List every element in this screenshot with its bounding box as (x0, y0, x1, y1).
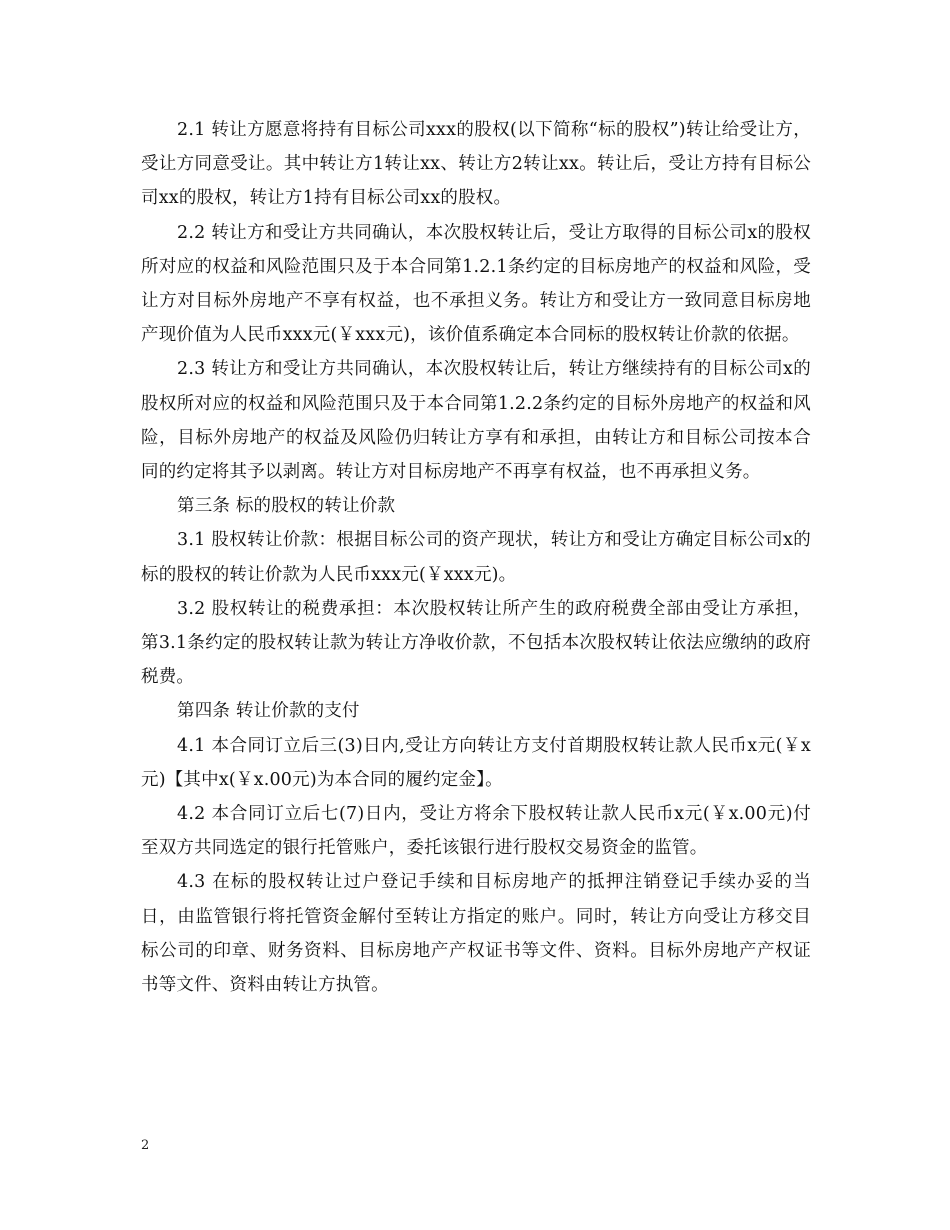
clause-2-3: 2.3 转让方和受让方共同确认，本次股权转让后，转让方继续持有的目标公司x的股权所对应的权益和风险范围只及于本合同第1.2.2条约定的目标外房地产的权益和风险，目标外房地产的权益及风险仍归转让方享有和承担，由转让方和目标公司按本合同的约定将其予以剥离。转让方对目标房地产不再享有权益，也不再承担义务。 (141, 359, 811, 483)
article-4-heading: 第四条 转让价款的支付 (177, 701, 360, 722)
clause-4-2: 4.2 本合同订立后七(7)日内，受让方将余下股权转让款人民币x元(￥x.00元)付至双方共同选定的银行托管账户，委托该银行进行股权交易资金的监管。 (141, 804, 811, 859)
clause-3-1: 3.1 股权转让价款：根据目标公司的资产现状，转让方和受让方确定目标公司x的标的股权的转让价款为人民币xxx元(￥xxx元)。 (141, 530, 811, 585)
clause-4-1: 4.1 本合同订立后三(3)日内,受让方向转让方支付首期股权转让款人民币x元(￥x元)【其中x(￥x.00元)为本合同的履约定金】。 (141, 735, 811, 790)
clause-2-1: 2.1 转让方愿意将持有目标公司xxx的股权(以下简称“标的股权”)转让给受让方，受让方同意受让。其中转让方1转让xx、转让方2转让xx。转让后，受让方持有目标公司xx的股权，转让方1持有目标公司xx的股权。 (141, 120, 811, 209)
page-number: 2 (141, 1138, 150, 1153)
clause-4-3: 4.3 在标的股权转让过户登记手续和目标房地产的抵押注销登记手续办妥的当日，由监管银行将托管资金解付至转让方指定的账户。同时，转让方向受让方移交目标公司的印章、财务资料、目标房地产产权证书等文件、资料。目标外房地产产权证书等文件、资料由转让方执管。 (141, 872, 811, 996)
article-3-heading: 第三条 标的股权的转让价款 (177, 496, 396, 517)
clause-3-2: 3.2 股权转让的税费承担：本次股权转让所产生的政府税费全部由受让方承担，第3.1条约定的股权转让款为转让方净收价款，不包括本次股权转让依法应缴纳的政府税费。 (141, 598, 811, 688)
clause-2-2: 2.2 转让方和受让方共同确认，本次股权转让后，受让方取得的目标公司x的股权所对应的权益和风险范围只及于本合同第1.2.1条约定的目标房地产的权益和风险，受让方对目标外房地产不享有权益，也不承担义务。转让方和受让方一致同意目标房地产现价值为人民币xxx元(￥xxx元)，该价值系确定本合同标的股权转让价款的依据。 (141, 222, 811, 346)
document-body (141, 113, 811, 1002)
